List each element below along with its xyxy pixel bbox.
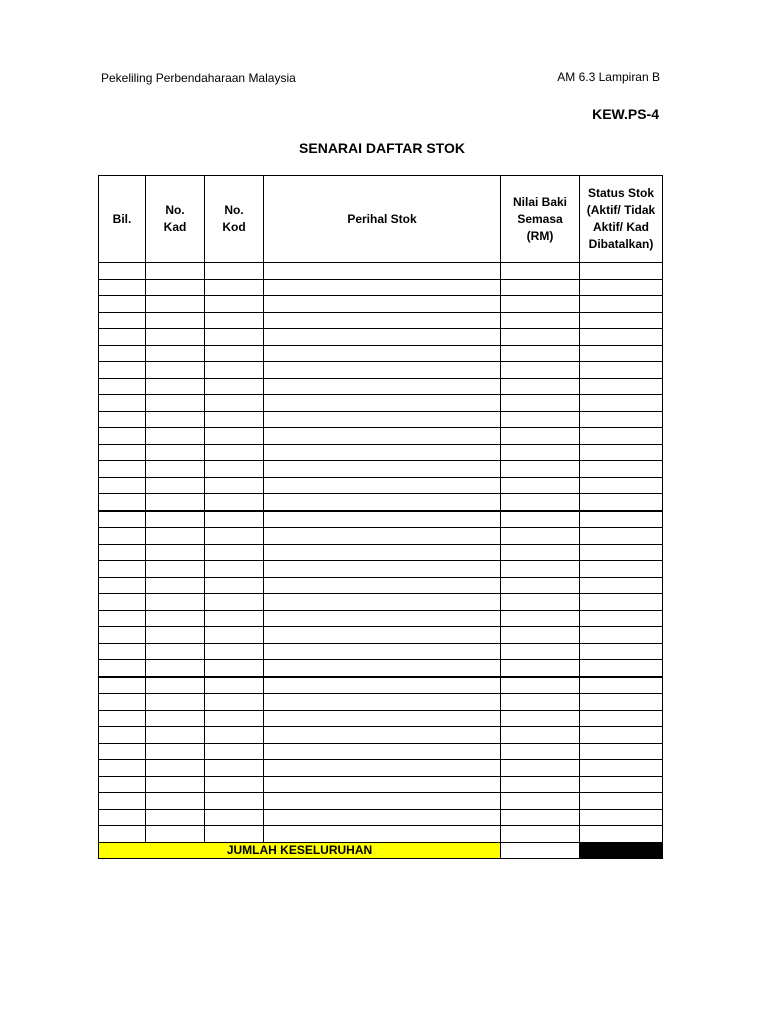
table-cell[interactable] — [264, 528, 501, 545]
table-cell[interactable] — [580, 660, 663, 677]
table-cell[interactable] — [264, 477, 501, 494]
table-cell[interactable] — [501, 561, 580, 578]
table-row — [99, 776, 663, 793]
table-cell[interactable] — [580, 296, 663, 313]
table-cell[interactable] — [501, 660, 580, 677]
table-cell[interactable] — [146, 610, 205, 627]
table-cell[interactable] — [264, 263, 501, 280]
table-cell[interactable] — [99, 760, 146, 777]
table-cell[interactable] — [501, 826, 580, 843]
table-cell[interactable] — [501, 627, 580, 644]
table-cell[interactable] — [99, 494, 146, 511]
table-cell[interactable] — [205, 329, 264, 346]
table-cell[interactable] — [205, 660, 264, 677]
table-cell[interactable] — [580, 528, 663, 545]
table-cell[interactable] — [580, 378, 663, 395]
table-cell[interactable] — [264, 793, 501, 810]
table-cell[interactable] — [501, 710, 580, 727]
table-cell[interactable] — [99, 395, 146, 412]
table-cell[interactable] — [264, 362, 501, 379]
table-cell[interactable] — [205, 826, 264, 843]
column-header-no-kod: No. Kod — [205, 176, 264, 263]
table-cell[interactable] — [501, 511, 580, 528]
table-cell[interactable] — [264, 544, 501, 561]
table-cell[interactable] — [580, 362, 663, 379]
table-cell[interactable] — [146, 594, 205, 611]
table-cell[interactable] — [580, 411, 663, 428]
table-cell[interactable] — [146, 494, 205, 511]
column-header-no-kad: No. Kad — [146, 176, 205, 263]
table-cell[interactable] — [501, 694, 580, 711]
table-cell[interactable] — [146, 776, 205, 793]
table-cell[interactable] — [205, 411, 264, 428]
table-cell[interactable] — [501, 461, 580, 478]
table-cell[interactable] — [99, 561, 146, 578]
table-cell[interactable] — [99, 263, 146, 280]
table-cell[interactable] — [146, 362, 205, 379]
table-cell[interactable] — [264, 743, 501, 760]
table-cell[interactable] — [146, 710, 205, 727]
table-row — [99, 494, 663, 511]
table-cell[interactable] — [99, 511, 146, 528]
table-cell[interactable] — [99, 809, 146, 826]
table-row — [99, 694, 663, 711]
column-header-bil: Bil. — [99, 176, 146, 263]
table-cell[interactable] — [264, 809, 501, 826]
table-cell[interactable] — [501, 610, 580, 627]
table-cell[interactable] — [99, 643, 146, 660]
table-cell[interactable] — [99, 444, 146, 461]
table-cell[interactable] — [580, 577, 663, 594]
table-cell[interactable] — [205, 511, 264, 528]
table-cell[interactable] — [205, 727, 264, 744]
table-cell[interactable] — [146, 528, 205, 545]
table-row — [99, 279, 663, 296]
table-cell[interactable] — [99, 378, 146, 395]
table-cell[interactable] — [580, 760, 663, 777]
table-cell[interactable] — [205, 312, 264, 329]
table-cell[interactable] — [501, 362, 580, 379]
table-cell[interactable] — [205, 694, 264, 711]
table-cell[interactable] — [580, 710, 663, 727]
table-cell[interactable] — [501, 329, 580, 346]
table-cell[interactable] — [580, 776, 663, 793]
table-cell[interactable] — [99, 577, 146, 594]
table-cell[interactable] — [205, 743, 264, 760]
table-row — [99, 643, 663, 660]
table-cell[interactable] — [501, 643, 580, 660]
table-cell[interactable] — [580, 610, 663, 627]
table-cell[interactable] — [146, 395, 205, 412]
table-cell[interactable] — [580, 793, 663, 810]
table-cell[interactable] — [580, 477, 663, 494]
table-cell[interactable] — [501, 411, 580, 428]
table-cell[interactable] — [205, 444, 264, 461]
table-cell[interactable] — [205, 528, 264, 545]
table-row — [99, 561, 663, 578]
table-cell[interactable] — [146, 279, 205, 296]
table-cell[interactable] — [146, 793, 205, 810]
table-cell[interactable] — [205, 627, 264, 644]
table-row — [99, 594, 663, 611]
table-row — [99, 528, 663, 545]
table-cell[interactable] — [99, 660, 146, 677]
table-row — [99, 329, 663, 346]
table-cell[interactable] — [501, 395, 580, 412]
table-cell[interactable] — [580, 444, 663, 461]
table-row — [99, 710, 663, 727]
table-row — [99, 627, 663, 644]
table-cell[interactable] — [580, 643, 663, 660]
table-cell[interactable] — [264, 727, 501, 744]
table-cell[interactable] — [264, 826, 501, 843]
table-cell[interactable] — [580, 395, 663, 412]
table-cell[interactable] — [580, 279, 663, 296]
table-cell[interactable] — [205, 760, 264, 777]
table-cell[interactable] — [146, 677, 205, 694]
table-cell[interactable] — [99, 826, 146, 843]
table-cell[interactable] — [501, 296, 580, 313]
table-cell[interactable] — [580, 727, 663, 744]
table-cell[interactable] — [264, 444, 501, 461]
table-cell[interactable] — [264, 643, 501, 660]
table-cell[interactable] — [99, 610, 146, 627]
table-cell[interactable] — [501, 428, 580, 445]
table-cell[interactable] — [580, 561, 663, 578]
table-cell[interactable] — [264, 694, 501, 711]
table-cell[interactable] — [580, 345, 663, 362]
table-cell[interactable] — [501, 577, 580, 594]
total-label: JUMLAH KESELURUHAN — [99, 842, 501, 858]
appendix-reference: AM 6.3 Lampiran B — [557, 70, 660, 84]
table-cell[interactable] — [501, 594, 580, 611]
table-cell[interactable] — [146, 378, 205, 395]
table-cell[interactable] — [146, 643, 205, 660]
table-row — [99, 444, 663, 461]
table-cell[interactable] — [146, 826, 205, 843]
table-cell[interactable] — [264, 610, 501, 627]
table-cell[interactable] — [205, 577, 264, 594]
table-row — [99, 793, 663, 810]
table-cell[interactable] — [501, 494, 580, 511]
table-cell[interactable] — [146, 411, 205, 428]
table-cell[interactable] — [205, 776, 264, 793]
table-header-row — [99, 176, 663, 263]
table-cell[interactable] — [146, 809, 205, 826]
table-cell[interactable] — [146, 263, 205, 280]
table-cell[interactable] — [99, 362, 146, 379]
table-cell[interactable] — [580, 544, 663, 561]
table-row — [99, 395, 663, 412]
table-cell[interactable] — [99, 627, 146, 644]
table-body — [99, 263, 663, 859]
table-cell[interactable] — [264, 329, 501, 346]
table-cell[interactable] — [146, 511, 205, 528]
table-cell[interactable] — [205, 710, 264, 727]
table-cell[interactable] — [99, 544, 146, 561]
table-cell[interactable] — [501, 279, 580, 296]
table-cell[interactable] — [580, 594, 663, 611]
table-cell[interactable] — [146, 760, 205, 777]
stock-register-table — [98, 175, 663, 859]
table-cell[interactable] — [501, 345, 580, 362]
table-cell[interactable] — [264, 378, 501, 395]
table-cell[interactable] — [264, 345, 501, 362]
table-row — [99, 428, 663, 445]
table-cell[interactable] — [146, 627, 205, 644]
table-row — [99, 610, 663, 627]
table-cell[interactable] — [580, 312, 663, 329]
table-cell[interactable] — [99, 279, 146, 296]
table-cell[interactable] — [205, 296, 264, 313]
table-cell[interactable] — [205, 643, 264, 660]
table-cell[interactable] — [205, 809, 264, 826]
table-cell[interactable] — [264, 776, 501, 793]
table-cell[interactable] — [580, 494, 663, 511]
table-cell[interactable] — [146, 743, 205, 760]
table-cell[interactable] — [99, 594, 146, 611]
table-cell[interactable] — [205, 395, 264, 412]
table-cell[interactable] — [205, 378, 264, 395]
table-cell[interactable] — [146, 444, 205, 461]
table-cell[interactable] — [99, 477, 146, 494]
table-cell[interactable] — [264, 279, 501, 296]
table-cell[interactable] — [264, 511, 501, 528]
table-cell[interactable] — [580, 511, 663, 528]
table-cell[interactable] — [264, 677, 501, 694]
table-cell[interactable] — [264, 411, 501, 428]
table-cell[interactable] — [264, 594, 501, 611]
table-cell[interactable] — [264, 577, 501, 594]
column-header-status-stok: Status Stok (Aktif/ Tidak Aktif/ Kad Dibatalkan) — [580, 176, 663, 263]
table-cell[interactable] — [580, 694, 663, 711]
table-cell[interactable] — [146, 329, 205, 346]
table-row — [99, 411, 663, 428]
table-cell[interactable] — [99, 428, 146, 445]
table-cell[interactable] — [580, 743, 663, 760]
table-cell[interactable] — [205, 494, 264, 511]
table-row — [99, 378, 663, 395]
table-cell[interactable] — [501, 477, 580, 494]
table-cell[interactable] — [146, 694, 205, 711]
table-row — [99, 677, 663, 694]
table-cell[interactable] — [146, 312, 205, 329]
table-row — [99, 544, 663, 561]
table-cell[interactable] — [146, 345, 205, 362]
table-row — [99, 362, 663, 379]
table-cell[interactable] — [99, 296, 146, 313]
table-cell[interactable] — [580, 677, 663, 694]
table-cell[interactable] — [99, 329, 146, 346]
total-status-blocked-cell — [580, 842, 663, 858]
table-cell[interactable] — [99, 345, 146, 362]
table-cell[interactable] — [99, 793, 146, 810]
table-cell[interactable] — [205, 362, 264, 379]
table-cell[interactable] — [501, 776, 580, 793]
table-cell[interactable] — [264, 461, 501, 478]
table-cell[interactable] — [205, 561, 264, 578]
table-cell[interactable] — [205, 677, 264, 694]
table-cell[interactable] — [99, 528, 146, 545]
table-cell[interactable] — [580, 428, 663, 445]
table-cell[interactable] — [205, 263, 264, 280]
table-row — [99, 296, 663, 313]
table-cell[interactable] — [264, 395, 501, 412]
table-cell[interactable] — [205, 544, 264, 561]
table-cell[interactable] — [501, 809, 580, 826]
table-cell[interactable] — [205, 477, 264, 494]
table-cell[interactable] — [501, 743, 580, 760]
table-cell[interactable] — [146, 477, 205, 494]
page-title: SENARAI DAFTAR STOK — [299, 140, 465, 156]
table-row — [99, 743, 663, 760]
table-cell[interactable] — [264, 494, 501, 511]
table-cell[interactable] — [99, 694, 146, 711]
table-cell[interactable] — [501, 727, 580, 744]
table-cell[interactable] — [99, 776, 146, 793]
table-row — [99, 263, 663, 280]
table-cell[interactable] — [146, 544, 205, 561]
table-cell[interactable] — [264, 561, 501, 578]
table-cell[interactable] — [501, 793, 580, 810]
table-row — [99, 511, 663, 528]
table-cell[interactable] — [146, 727, 205, 744]
table-row — [99, 727, 663, 744]
column-header-perihal-stok: Perihal Stok — [264, 176, 501, 263]
table-row — [99, 312, 663, 329]
table-row — [99, 461, 663, 478]
table-cell[interactable] — [264, 760, 501, 777]
table-cell[interactable] — [205, 461, 264, 478]
total-value-cell[interactable] — [501, 842, 580, 858]
table-cell[interactable] — [501, 544, 580, 561]
table-cell[interactable] — [501, 528, 580, 545]
table-cell[interactable] — [580, 809, 663, 826]
table-cell[interactable] — [580, 263, 663, 280]
table-cell[interactable] — [264, 710, 501, 727]
table-cell[interactable] — [264, 428, 501, 445]
table-cell[interactable] — [205, 610, 264, 627]
table-cell[interactable] — [501, 378, 580, 395]
table-cell[interactable] — [501, 760, 580, 777]
table-cell[interactable] — [264, 627, 501, 644]
table-cell[interactable] — [99, 461, 146, 478]
column-header-nilai-baki: Nilai Baki Semasa (RM) — [501, 176, 580, 263]
table-cell[interactable] — [146, 296, 205, 313]
table-cell[interactable] — [99, 743, 146, 760]
table-cell[interactable] — [501, 263, 580, 280]
table-cell[interactable] — [99, 677, 146, 694]
table-cell[interactable] — [264, 296, 501, 313]
table-row — [99, 760, 663, 777]
table-cell[interactable] — [264, 312, 501, 329]
table-cell[interactable] — [501, 444, 580, 461]
table-cell[interactable] — [146, 660, 205, 677]
table-row — [99, 345, 663, 362]
table-cell[interactable] — [99, 411, 146, 428]
table-cell[interactable] — [580, 329, 663, 346]
table-cell[interactable] — [99, 312, 146, 329]
table-cell[interactable] — [264, 660, 501, 677]
table-cell[interactable] — [501, 312, 580, 329]
table-cell[interactable] — [146, 577, 205, 594]
table-cell[interactable] — [146, 428, 205, 445]
total-row — [99, 842, 663, 858]
table-cell[interactable] — [146, 461, 205, 478]
table-cell[interactable] — [501, 677, 580, 694]
table-cell[interactable] — [205, 793, 264, 810]
table-cell[interactable] — [580, 627, 663, 644]
table-cell[interactable] — [205, 428, 264, 445]
table-cell[interactable] — [205, 279, 264, 296]
table-row — [99, 660, 663, 677]
table-cell[interactable] — [580, 826, 663, 843]
table-row — [99, 809, 663, 826]
table-cell[interactable] — [146, 561, 205, 578]
circular-reference: Pekeliling Perbendaharaan Malaysia — [101, 71, 296, 85]
table-cell[interactable] — [580, 461, 663, 478]
form-code: KEW.PS-4 — [592, 106, 659, 122]
table-cell[interactable] — [205, 345, 264, 362]
table-row — [99, 477, 663, 494]
table-cell[interactable] — [205, 594, 264, 611]
table-cell[interactable] — [99, 710, 146, 727]
table-row — [99, 577, 663, 594]
table-row — [99, 826, 663, 843]
table-cell[interactable] — [99, 727, 146, 744]
